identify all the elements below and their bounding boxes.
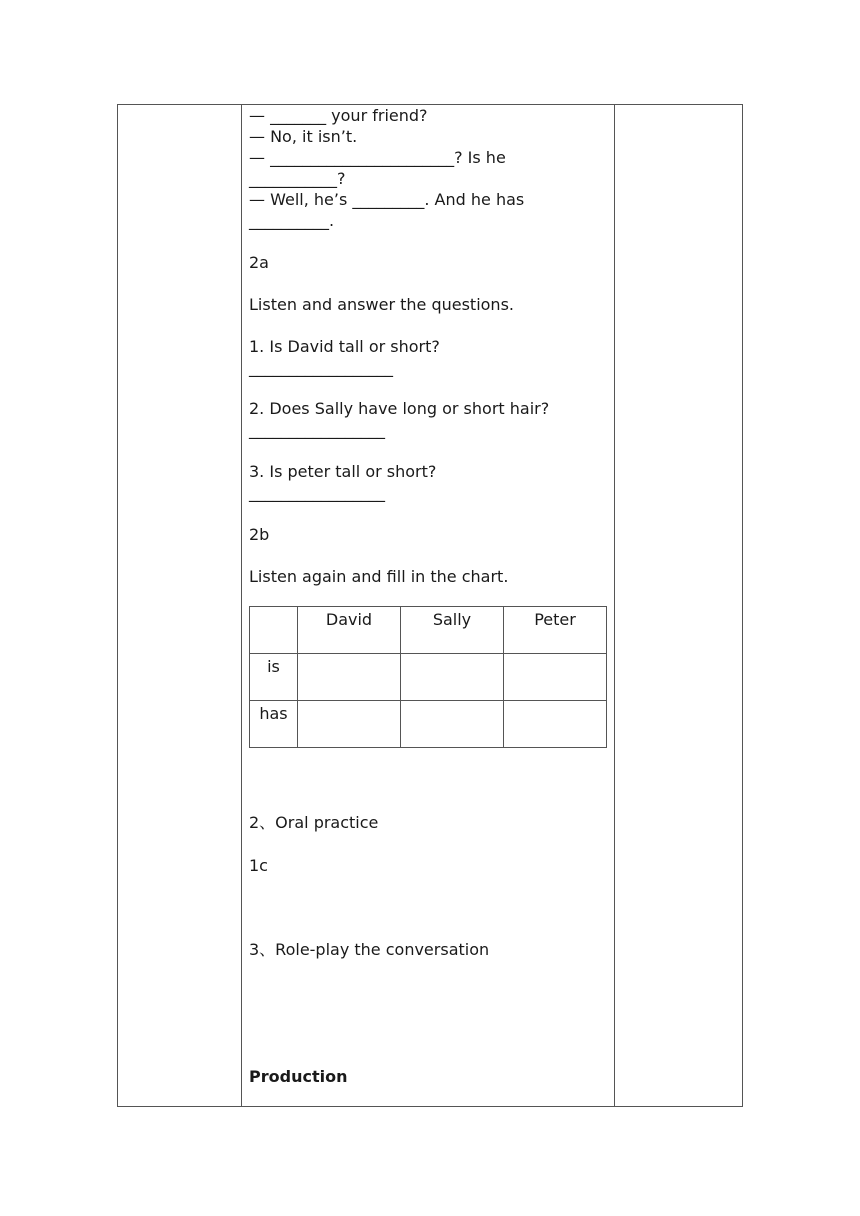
chart-row-label: is: [250, 654, 298, 701]
chart-header-sally: Sally: [401, 607, 504, 654]
section-2b-heading: 2b: [249, 525, 270, 544]
conversation-line-1: — _______ your friend?: [249, 106, 428, 125]
chart-cell[interactable]: [401, 701, 504, 748]
chart-cell[interactable]: [401, 654, 504, 701]
chart-header-row: [250, 607, 607, 654]
oral-practice-heading: 2、Oral practice: [249, 813, 379, 832]
production-heading: Production: [249, 1067, 348, 1086]
question-3-blank: _________________: [249, 483, 385, 502]
question-1: 1. Is David tall or short?: [249, 337, 440, 356]
conversation-line-3: — _______________________? Is he: [249, 148, 506, 167]
chart-cell[interactable]: [298, 701, 401, 748]
fill-in-chart: [249, 606, 607, 748]
chart-row-has: [250, 701, 607, 748]
chart-row-label: has: [250, 701, 298, 748]
question-2: 2. Does Sally have long or short hair?: [249, 399, 550, 418]
section-2b-instruction: Listen again and fill in the chart.: [249, 567, 509, 586]
section-2a-instruction: Listen and answer the questions.: [249, 295, 514, 314]
chart-header-corner: [250, 607, 298, 654]
question-1-blank: __________________: [249, 358, 393, 377]
chart-header-david: David: [298, 607, 401, 654]
column-divider-left: [241, 105, 242, 1106]
chart-header-peter: Peter: [504, 607, 607, 654]
question-2-blank: _________________: [249, 420, 385, 439]
conversation-line-4: ___________?: [249, 169, 346, 188]
question-3: 3. Is peter tall or short?: [249, 462, 437, 481]
conversation-line-2: — No, it isn’t.: [249, 127, 358, 146]
chart-cell[interactable]: [298, 654, 401, 701]
chart-cell[interactable]: [504, 701, 607, 748]
role-play-heading: 3、Role-play the conversation: [249, 940, 490, 959]
chart-cell[interactable]: [504, 654, 607, 701]
column-divider-right: [614, 105, 615, 1106]
conversation-line-5: — Well, he’s _________. And he has: [249, 190, 525, 209]
section-1c-heading: 1c: [249, 856, 268, 875]
conversation-line-6: __________.: [249, 211, 335, 230]
section-2a-heading: 2a: [249, 253, 269, 272]
chart-row-is: [250, 654, 607, 701]
